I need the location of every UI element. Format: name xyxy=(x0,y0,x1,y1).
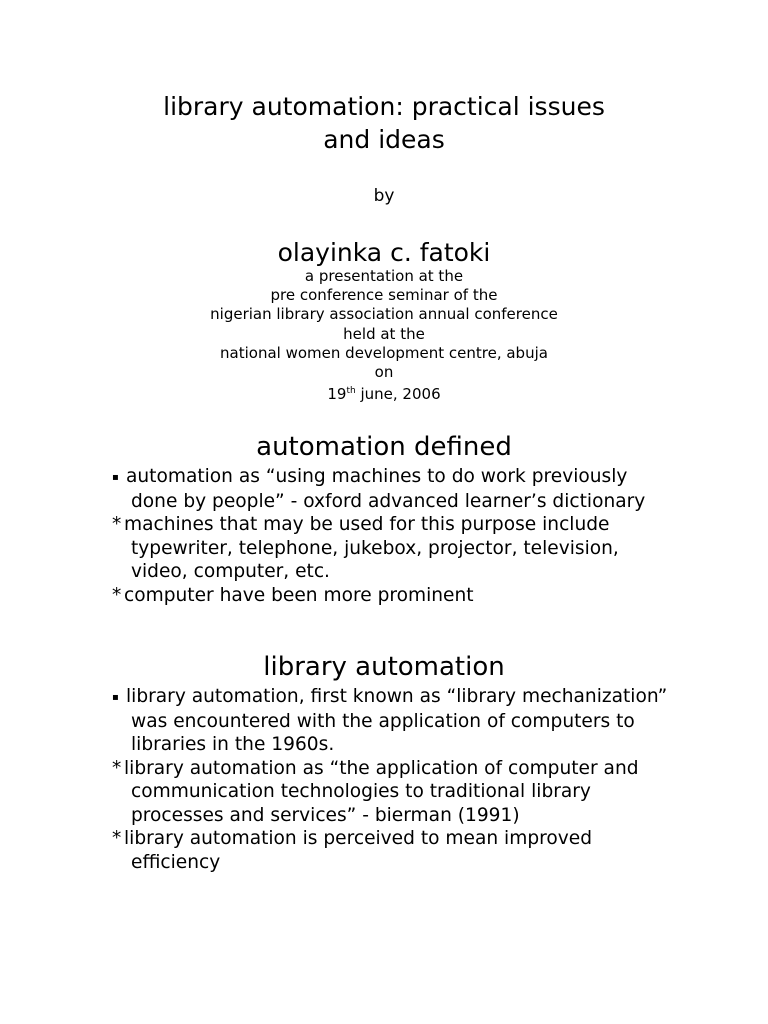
section-heading-library-automation: library automation xyxy=(263,652,505,682)
asterisk-bullet: * xyxy=(112,757,122,779)
date-suffix: th xyxy=(346,386,356,397)
section-heading-automation-defined: automation defined xyxy=(256,432,512,462)
document-title xyxy=(0,90,768,156)
detail-line: a presentation at the xyxy=(304,267,464,285)
square-bullet-icon: ▪ xyxy=(112,692,119,703)
author-name: olayinka c. fatoki xyxy=(277,238,491,267)
list-item-text: library automation as “the application of computer and communication technologies to traditional library processes and services” - bierman (1991) xyxy=(124,757,639,826)
asterisk-bullet: * xyxy=(112,584,122,606)
title-line-2: and ideas xyxy=(323,125,445,154)
list-item-text: machines that may be used for this purpose include typewriter, telephone, jukebox, projector, television, video, computer, etc. xyxy=(124,514,619,582)
asterisk-bullet: * xyxy=(112,514,122,535)
list-item-text: computer have been more prominent xyxy=(124,584,474,606)
square-bullet-icon: ▪ xyxy=(112,472,119,483)
detail-line: on xyxy=(374,363,394,382)
presentation-date xyxy=(0,382,768,404)
presentation-details xyxy=(0,267,768,404)
by-label: by xyxy=(373,186,395,206)
list-item xyxy=(112,827,672,874)
library-automation-list xyxy=(112,685,672,874)
list-item-text: library automation, first known as “library mechanization” was encountered with the application of computers to libraries in the 1960s. xyxy=(126,686,668,755)
list-item-text: library automation is perceived to mean improved efficiency xyxy=(124,828,592,873)
title-line-1: library automation: practical issues xyxy=(163,92,605,121)
list-item xyxy=(112,685,672,757)
detail-line: nigerian library association annual conference xyxy=(210,305,558,324)
list-item xyxy=(112,513,672,584)
automation-defined-list xyxy=(112,465,672,607)
detail-line: held at the xyxy=(343,324,425,343)
list-item xyxy=(112,465,672,513)
list-item-text: automation as “using machines to do work previously done by people” - oxford advanced learner’s dictionary xyxy=(126,466,646,512)
asterisk-bullet: * xyxy=(112,828,122,849)
list-item xyxy=(112,757,672,828)
date-rest: june, 2006 xyxy=(355,385,441,404)
detail-line: national women development centre, abuja xyxy=(220,343,548,362)
list-item xyxy=(112,584,672,608)
date-day: 19 xyxy=(327,385,347,404)
detail-line: pre conference seminar of the xyxy=(270,286,498,305)
